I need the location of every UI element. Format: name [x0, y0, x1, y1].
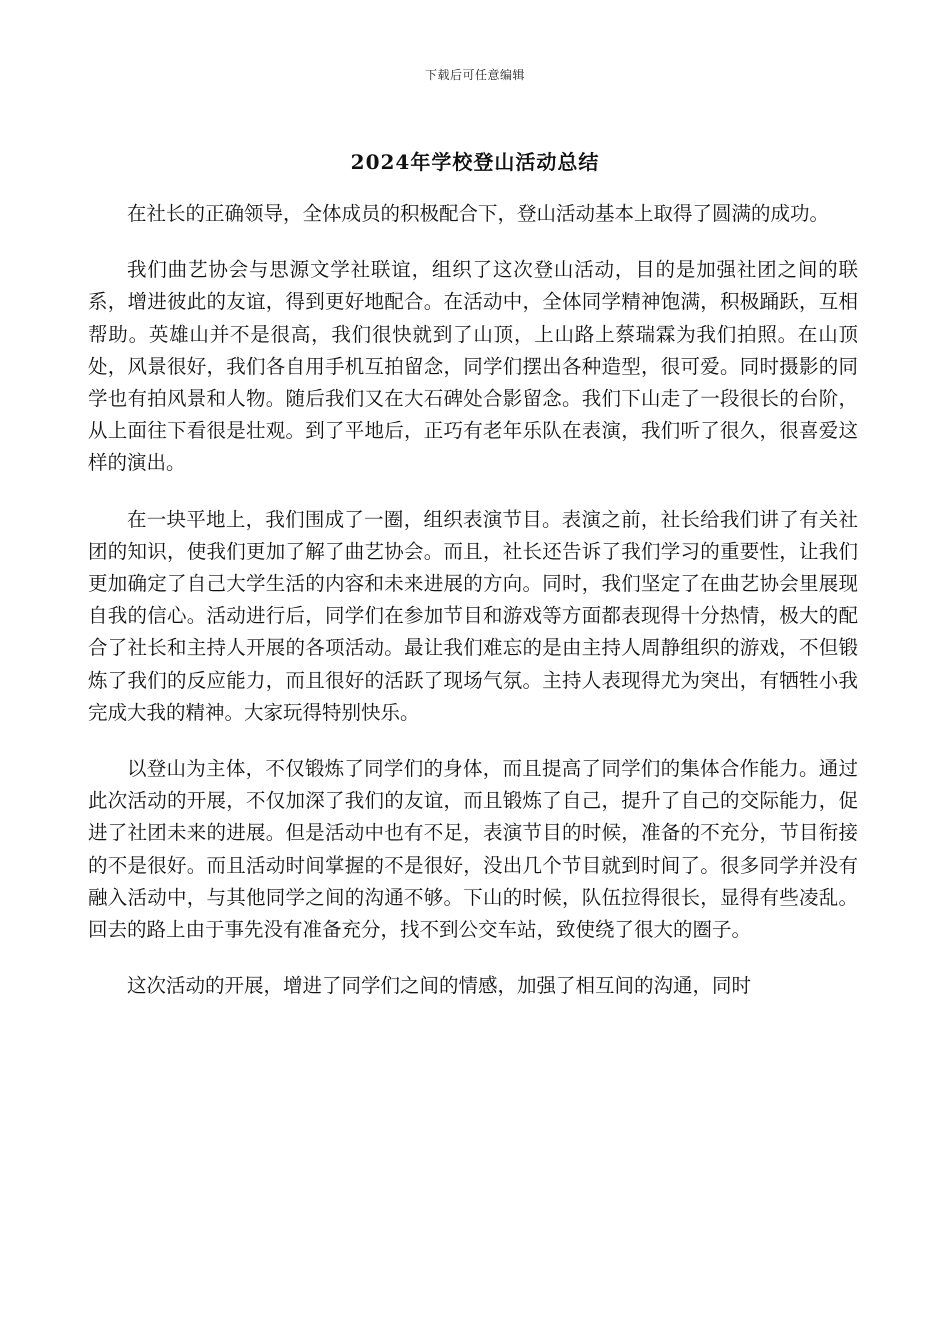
paragraph-1: 在社长的正确领导，全体成员的积极配合下，登山活动基本上取得了圆满的成功。	[127, 202, 830, 225]
header-note: 下载后可任意编辑	[424, 68, 525, 82]
document-title: 2024年学校登山活动总结	[350, 150, 600, 174]
paragraph-5: 这次活动的开展，增进了同学们之间的情感，加强了相互间的沟通，同时	[127, 974, 752, 998]
paragraph-4: 以登山为主体，不仅锻炼了同学们的身体，而且提高了同学们的集体合作能力。通过此次活动的开展，不仅加深了我们的友谊，而且锻炼了自己，提升了自己的交际能力，促进了社团未来的进展。但是活动中也有不足，表演节目的时候，准备的不充分，节目衔接的不是很好。而且活动时间掌握的不是很好，没出几个节目就到时间了。很多同学并没有融入活动中，与其他同学之间的沟通不够。下山的时候，队伍拉得很长，显得有些凌乱。回去的路上由于事先没有准备充分，找不到公交车站，致使绕了很大的圈子。	[88, 757, 858, 942]
paragraph-2: 我们曲艺协会与思源文学社联谊，组织了这次登山活动，目的是加强社团之间的联系，增进彼此的友谊，得到更好地配合。在活动中，全体同学精神饱满，积极踊跃，互相帮助。英雄山并不是很高，我们很快就到了山顶，上山路上蔡瑞霖为我们拍照。在山顶处，风景很好，我们各自用手机互拍留念，同学们摆出各种造型，很可爱。同时摄影的同学也有拍风景和人物。随后我们又在大石碑处合影留念。我们下山走了一段很长的台阶，从上面往下看很是壮观。到了平地后，正巧有老年乐队在表演，我们听了很久，很喜爱这样的演出。	[88, 258, 858, 475]
document-body	[88, 198, 858, 1026]
paragraph-3: 在一块平地上，我们围成了一圈，组织表演节目。表演之前，社长给我们讲了有关社团的知识，使我们更加了解了曲艺协会。而且，社长还告诉了我们学习的重要性，让我们更加确定了自己大学生活的内容和未来进展的方向。同时，我们坚定了在曲艺协会里展现自我的信心。活动进行后，同学们在参加节目和游戏等方面都表现得十分热情，极大的配合了社长和主持人开展的各项活动。最让我们难忘的是由主持人周静组织的游戏，不但锻炼了我们的反应能力，而且很好的活跃了现场气氛。主持人表现得尤为突出，有牺牲小我完成大我的精神。大家玩得特别快乐。	[88, 507, 858, 724]
